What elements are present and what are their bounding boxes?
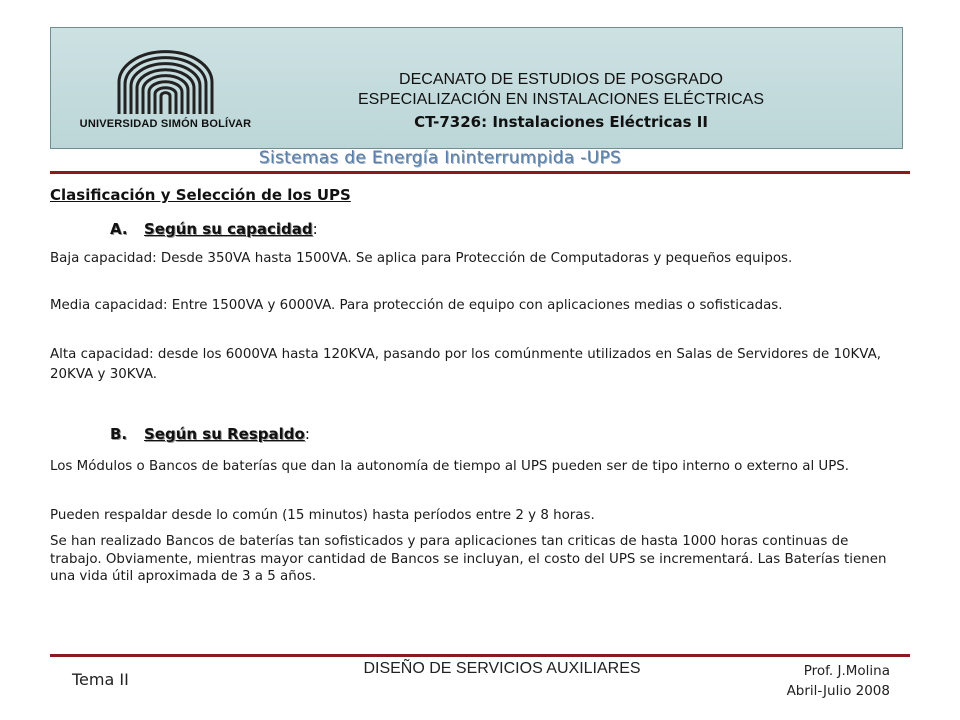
subsection-colon-b: : [304,425,310,443]
subsection-title-a: Según su capacidad [144,220,313,238]
header-line-1: DECANATO DE ESTUDIOS DE POSGRADO [399,71,723,88]
subsection-title-b: Según su Respaldo [144,425,305,443]
paragraph-backup-duration: Pueden respaldar desde lo común (15 minutos) hasta períodos entre 2 y 8 horas. [50,508,595,523]
slide-subtitle: Sistemas de Energía Ininterrumpida -UPS [258,148,622,168]
subsection-letter-b: B. [110,425,128,443]
subsection-colon-a: : [312,220,318,238]
subsection-heading-b [110,425,310,443]
footer-topic: Tema II [72,670,129,689]
header-titles [271,70,851,133]
header-line-3: CT-7326: Instalaciones Eléctricas II [414,113,708,131]
university-name: UNIVERSIDAD SIMÓN BOLÍVAR [79,118,252,130]
footer-term: Abril-Julio 2008 [786,683,890,699]
paragraph-medium-capacity: Media capacidad: Entre 1500VA y 6000VA. Para protección de equipo con aplicaciones medias o sofisticadas. [50,298,783,313]
footer-professor: Prof. J.Molina [803,663,890,679]
usb-logo-icon [113,48,218,116]
university-logo [63,48,268,130]
header-banner [50,27,903,149]
footer-credits [740,661,890,701]
subsection-heading-a [110,220,318,238]
paragraph-high-capacity: Alta capacidad: desde los 6000VA hasta 120KVA, pasando por los comúnmente utilizados en Salas de Servidores de 10KVA, 20KVA y 30KVA. [50,347,881,382]
subsection-letter-a: A. [110,220,128,238]
header-line-2: ESPECIALIZACIÓN EN INSTALACIONES ELÉCTRICAS [357,91,765,108]
footer-course: DISEÑO DE SERVICIOS AUXILIARES [363,660,641,677]
paragraph-battery-modules: Los Módulos o Bancos de baterías que dan la autonomía de tiempo al UPS pueden ser de tipo interno o externo al UPS. [50,459,850,474]
paragraph-battery-banks: Se han realizado Bancos de baterías tan sofisticados y para aplicaciones tan criticas de hasta 1000 horas continuas de trabajo. Obviamente, mientras mayor cantidad de Bancos se incluyan, el costo del UPS se incrementará. Las Baterías tienen una vida útil aproximada de 3 a 5 años. [50,534,887,584]
top-divider [50,171,910,174]
paragraph-low-capacity: Baja capacidad: Desde 350VA hasta 1500VA. Se aplica para Protección de Computadoras y pequeños equipos. [50,251,793,266]
bottom-divider [50,654,910,657]
section-title: Clasificación y Selección de los UPS [50,186,351,204]
